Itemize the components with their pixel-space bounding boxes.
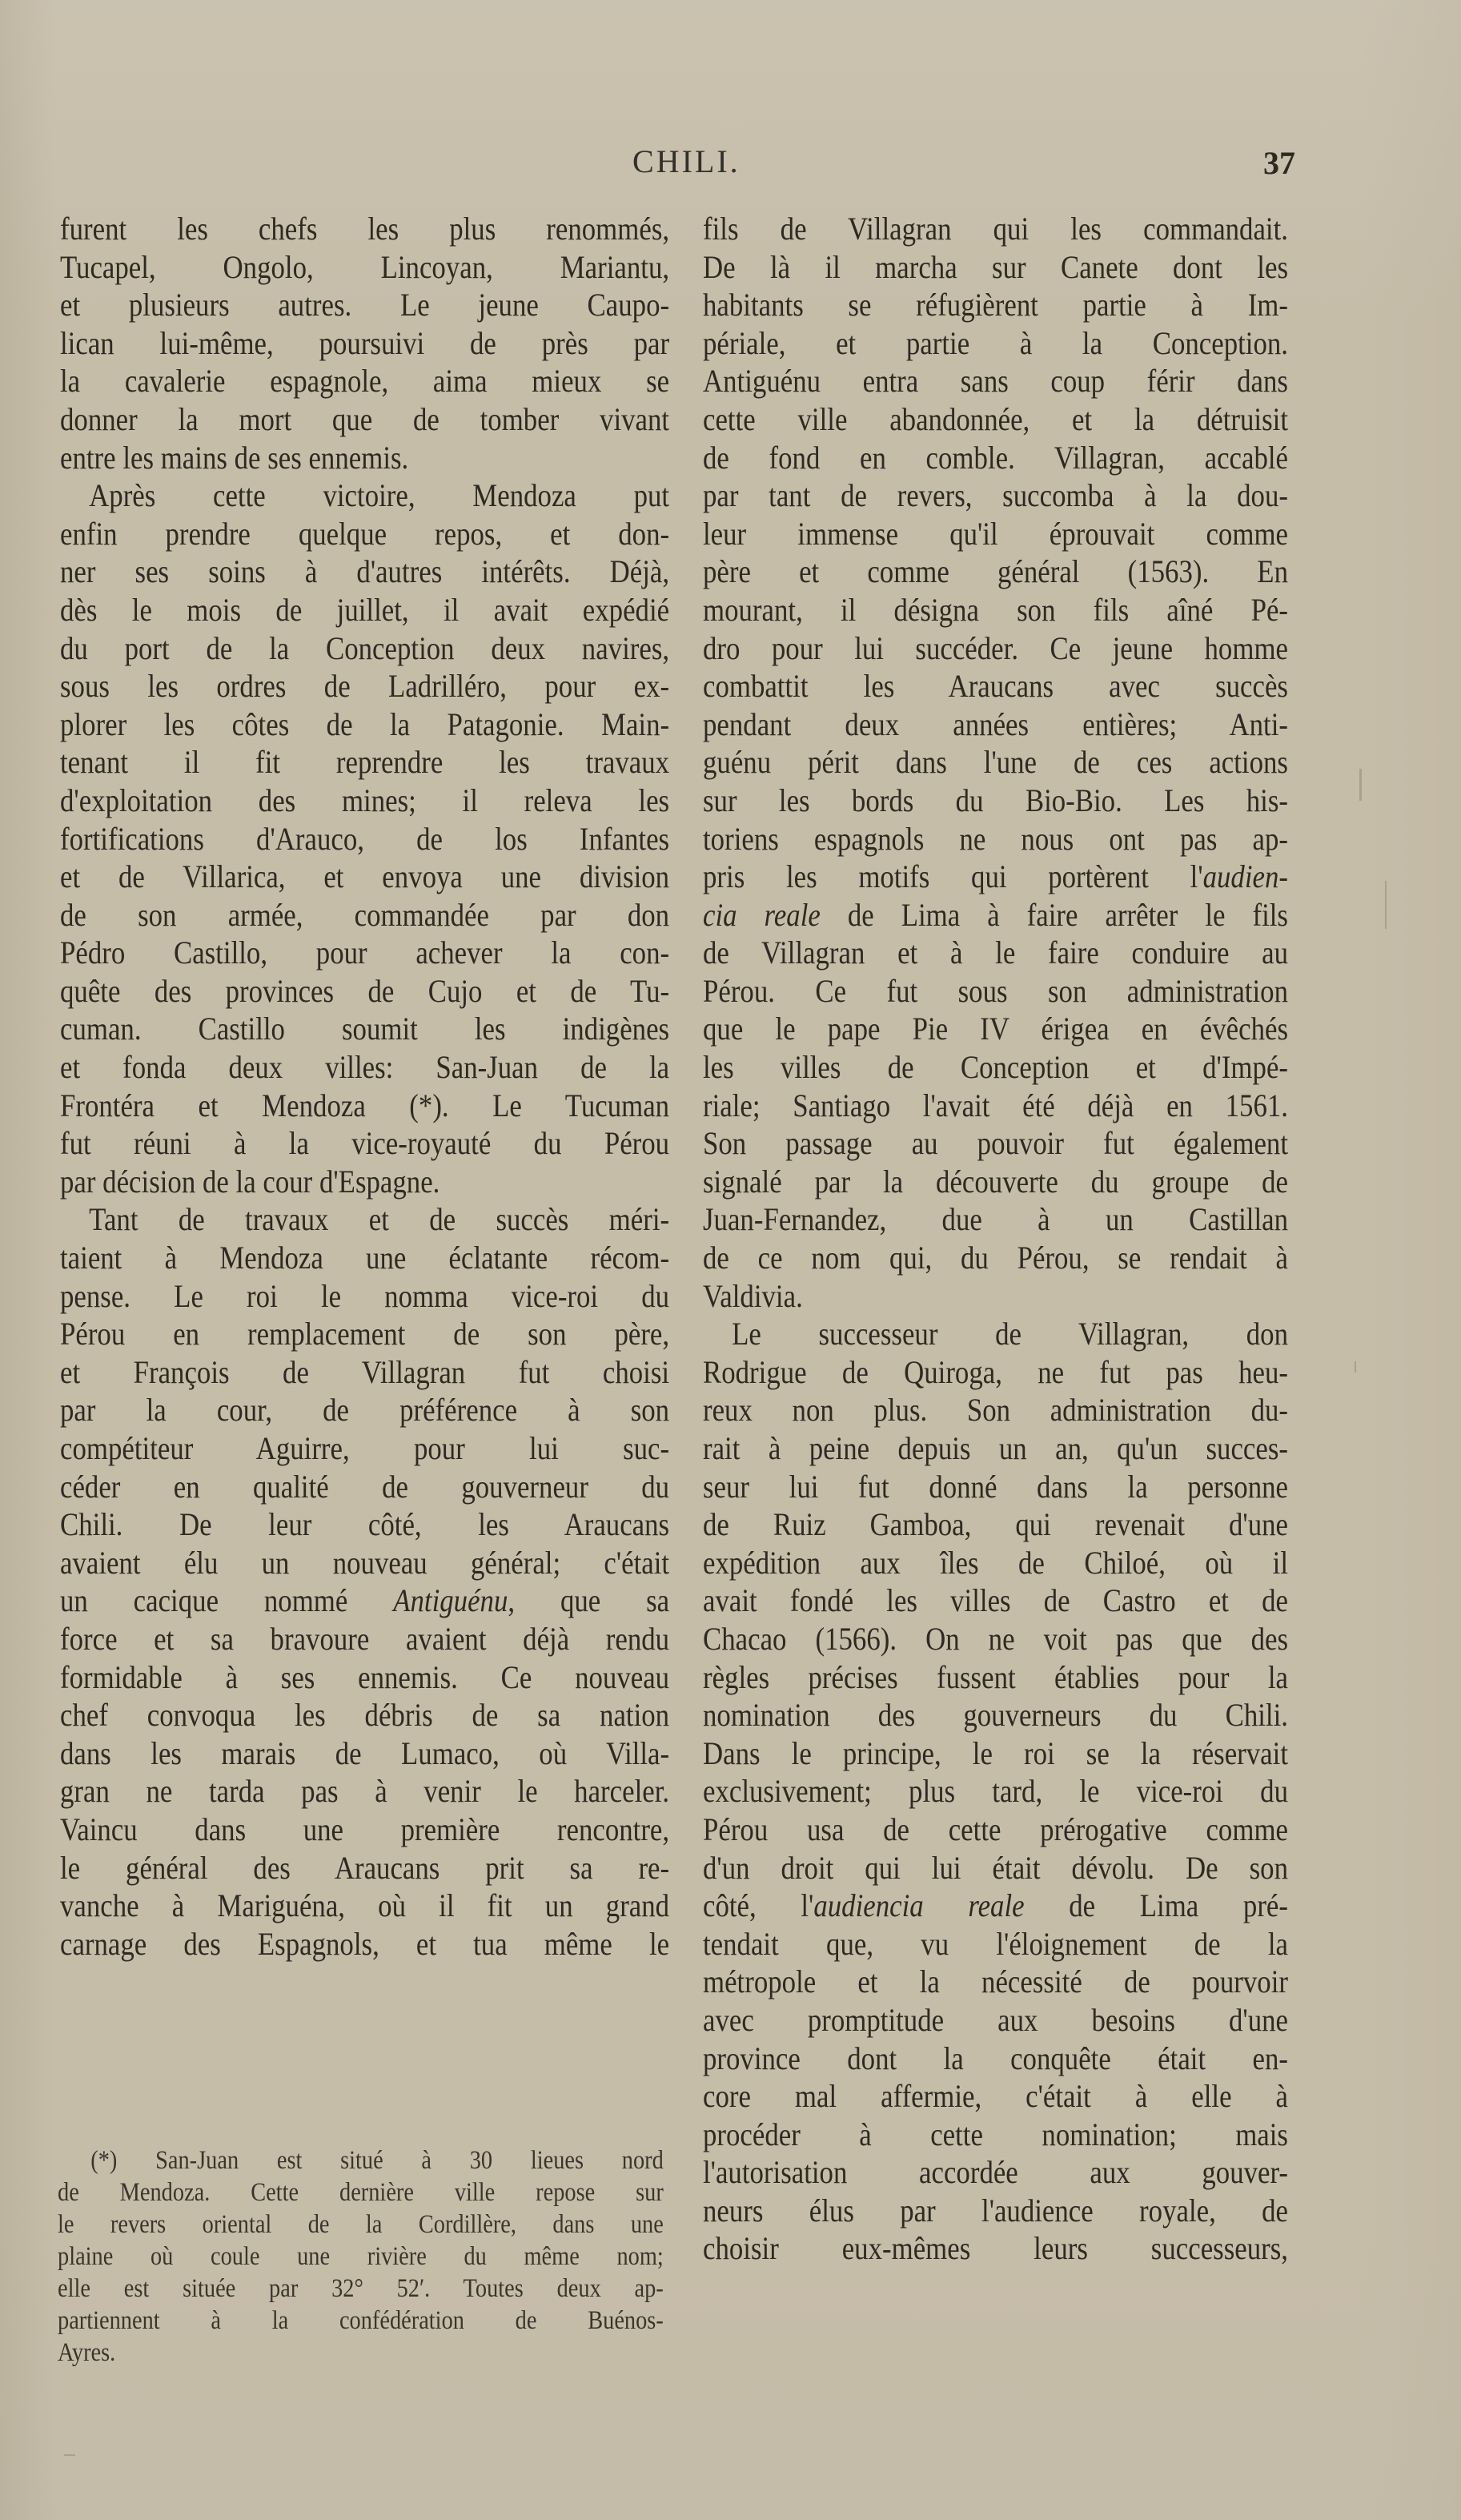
- text-line: neurs élus par l'audience royale, de: [703, 2192, 1288, 2229]
- text-line: de son armée, commandée par don: [60, 896, 670, 933]
- text-line: dans les marais de Lumaco, où Villa-: [60, 1734, 670, 1771]
- text-line: De là il marcha sur Canete dont les: [703, 248, 1288, 285]
- text-line: procéder à cette nomination; mais: [703, 2116, 1288, 2152]
- footnote-line: plaine où coule une rivière du même nom;: [58, 2242, 664, 2271]
- text-line: règles précises fussent établies pour la: [703, 1658, 1288, 1695]
- text-line: choisir eux-mêmes leurs successeurs,: [703, 2230, 1288, 2267]
- italic-term: audiencia reale: [813, 1887, 1025, 1924]
- text-line: et François de Villagran fut choisi: [60, 1353, 670, 1390]
- footnote-line: (*) San-Juan est situé à 30 lieues nord: [90, 2146, 664, 2175]
- text-line-with-italic: [60, 1582, 669, 1620]
- paper-speck: [1385, 881, 1387, 929]
- text-run: , que sa: [508, 1582, 670, 1619]
- text-line: guénu périt dans l'une de ces actions: [703, 744, 1288, 781]
- text-line: Vaincu dans une première rencontre,: [60, 1811, 670, 1847]
- text-line: signalé par la découverte du groupe de: [703, 1163, 1288, 1200]
- text-line: les villes de Conception et d'Impé-: [703, 1049, 1288, 1086]
- text-line: d'exploitation des mines; il releva les: [60, 782, 670, 818]
- text-line: par la cour, de préférence à son: [60, 1392, 670, 1429]
- running-title: CHILI.: [632, 143, 741, 179]
- text-line: que le pape Pie IV érigea en évêchés: [703, 1011, 1288, 1047]
- text-line: cette ville abandonnée, et la détruisit: [703, 400, 1288, 437]
- text-line: céder en qualité de gouverneur du: [60, 1468, 670, 1505]
- text-line: pendant deux années entières; Anti-: [703, 705, 1288, 742]
- text-line: Dans le principe, le roi se la réservait: [703, 1734, 1288, 1771]
- text-line: province dont la conquête était en-: [703, 2040, 1288, 2076]
- text-line: combattit les Araucans avec succès: [703, 668, 1288, 705]
- text-line: sous les ordres de Ladrilléro, pour ex-: [60, 668, 670, 705]
- text-line: compétiteur Aguirre, pour lui suc-: [60, 1430, 670, 1466]
- text-line: chef convoqua les débris de sa nation: [60, 1697, 670, 1734]
- text-line: taient à Mendoza une éclatante récom-: [60, 1240, 670, 1276]
- text-line: vanche à Mariguéna, où il fit un grand: [60, 1887, 670, 1924]
- text-line: quête des provinces de Cujo et de Tu-: [60, 972, 670, 1009]
- text-line: Rodrigue de Quiroga, ne fut pas heu-: [703, 1353, 1288, 1390]
- text-line: Chili. De leur côté, les Araucans: [60, 1506, 670, 1543]
- text-line: reux non plus. Son administration du-: [703, 1392, 1288, 1429]
- text-line: et de Villarica, et envoya une division: [60, 858, 670, 895]
- paper-speck: [1359, 769, 1362, 801]
- text-line: Pédro Castillo, pour achever la con-: [60, 934, 670, 971]
- text-line: entre les mains de ses ennemis.: [60, 439, 409, 476]
- text-line: d'un droit qui lui était dévolu. De son: [703, 1849, 1288, 1886]
- text-run: un cacique nommé: [60, 1582, 394, 1619]
- text-line: rait à peine depuis un an, qu'un succes-: [703, 1430, 1288, 1466]
- footnote-line: le revers oriental de la Cordillère, dans une: [58, 2210, 664, 2239]
- text-line: avait fondé les villes de Castro et de: [703, 1582, 1288, 1619]
- text-line: enfin prendre quelque repos, et don-: [60, 515, 670, 552]
- text-line: et plusieurs autres. Le jeune Caupo-: [60, 287, 670, 324]
- text-line: et fonda deux villes: San-Juan de la: [60, 1049, 670, 1086]
- text-line-with-italic: [703, 1887, 1288, 1925]
- text-line: Son passage au pouvoir fut également: [703, 1125, 1288, 1162]
- text-line: sur les bords du Bio-Bio. Les his-: [703, 782, 1288, 818]
- paragraph-start-line: Tant de travaux et de succès méri-: [89, 1201, 670, 1238]
- text-line: l'autorisation accordée aux gouver-: [703, 2154, 1288, 2191]
- text-line: fils de Villagran qui les commandait.: [703, 211, 1288, 247]
- text-line: Juan-Fernandez, due à un Castillan: [703, 1201, 1288, 1238]
- text-line: de Ruiz Gamboa, qui revenait d'une: [703, 1506, 1288, 1543]
- italic-term: audien-: [1202, 858, 1288, 895]
- paper-speck: [1355, 1361, 1356, 1373]
- text-line: force et sa bravoure avaient déjà rendu: [60, 1620, 670, 1657]
- text-line: Pérou en remplacement de son père,: [60, 1316, 670, 1352]
- text-line: de fond en comble. Villagran, accablé: [703, 439, 1288, 476]
- footnote-reference-line: Frontéra et Mendoza (*). Le Tucuman: [60, 1087, 670, 1123]
- footnote-line: Ayres.: [58, 2338, 116, 2367]
- text-line: mourant, il désigna son fils aîné Pé-: [703, 591, 1288, 628]
- text-line: cuman. Castillo soumit les indigènes: [60, 1011, 670, 1047]
- text-line: du port de la Conception deux navires,: [60, 629, 670, 666]
- paper-speck: [64, 2454, 75, 2456]
- text-line: formidable à ses ennemis. Ce nouveau: [60, 1658, 670, 1695]
- footnote-line: elle est située par 32° 52′. Toutes deux ap-: [58, 2274, 664, 2303]
- text-line: donner la mort que de tomber vivant: [60, 400, 670, 437]
- italic-name: Antiguénu: [393, 1582, 508, 1619]
- text-line: toriens espagnols ne nous ont pas ap-: [703, 820, 1288, 857]
- text-line: de Villagran et à le faire conduire au: [703, 934, 1288, 971]
- italic-term: cia reale: [703, 896, 821, 933]
- text-line: Chacao (1566). On ne voit pas que des: [703, 1620, 1288, 1657]
- text-line: avec promptitude aux besoins d'une: [703, 2001, 1288, 2038]
- text-line-with-italic: [703, 896, 1288, 934]
- right-column: [703, 210, 1288, 2268]
- text-line: furent les chefs les plus renommés,: [60, 211, 670, 247]
- text-line: le général des Araucans prit sa re-: [60, 1849, 670, 1886]
- text-line: gran ne tarda pas à venir le harceler.: [60, 1773, 670, 1810]
- text-line: dro pour lui succéder. Ce jeune homme: [703, 629, 1288, 666]
- text-line: tenant il fit reprendre les travaux: [60, 744, 670, 781]
- text-line: fortifications d'Arauco, de los Infantes: [60, 820, 670, 857]
- text-line: fut réuni à la vice-royauté du Pérou: [60, 1125, 670, 1162]
- footnote-line: partiennent à la confédération de Buénos-: [58, 2306, 664, 2335]
- text-run: pris les motifs qui portèrent l': [703, 858, 1203, 895]
- text-line: carnage des Espagnols, et tua même le: [60, 1925, 670, 1962]
- paragraph-start-line: Après cette victoire, Mendoza put: [89, 477, 670, 514]
- text-line: avaient élu un nouveau général; c'était: [60, 1544, 670, 1581]
- text-run: de Lima pré-: [1024, 1887, 1288, 1924]
- text-line: expédition aux îles de Chiloé, où il: [703, 1544, 1288, 1581]
- footnote: [58, 2144, 664, 2369]
- text-line: Antiguénu entra sans coup férir dans: [703, 363, 1288, 400]
- text-run: de Lima à faire arrêter le fils: [820, 896, 1288, 933]
- text-line: habitants se réfugièrent partie à Im-: [703, 287, 1288, 324]
- text-line: exclusivement; plus tard, le vice-roi du: [703, 1773, 1288, 1810]
- text-line: Valdivia.: [703, 1277, 803, 1314]
- text-line: tendait que, vu l'éloignement de la: [703, 1925, 1288, 1962]
- text-line: leur immense qu'il éprouvait comme: [703, 515, 1288, 552]
- text-line: de ce nom qui, du Pérou, se rendait à: [703, 1240, 1288, 1276]
- text-line: par tant de revers, succomba à la dou-: [703, 477, 1288, 514]
- text-run: côté, l': [703, 1887, 814, 1924]
- footnote-line: de Mendoza. Cette dernière ville repose sur: [58, 2178, 664, 2207]
- text-line: Tucapel, Ongolo, Lincoyan, Mariantu,: [60, 248, 670, 285]
- text-line: Pérou. Ce fut sous son administration: [703, 972, 1288, 1009]
- text-line-with-italic: [703, 858, 1288, 896]
- text-line: core mal affermie, c'était à elle à: [703, 2078, 1288, 2115]
- left-column: [60, 210, 669, 1963]
- text-line: lican lui-même, poursuivi de près par: [60, 324, 670, 361]
- text-line: nomination des gouverneurs du Chili.: [703, 1697, 1288, 1734]
- page-number: 37: [1263, 145, 1295, 181]
- text-line: père et comme général (1563). En: [703, 553, 1288, 590]
- text-line: pense. Le roi le nomma vice-roi du: [60, 1277, 670, 1314]
- text-line: par décision de la cour d'Espagne.: [60, 1163, 440, 1200]
- text-line: riale; Santiago l'avait été déjà en 1561.: [703, 1087, 1288, 1123]
- text-line: périale, et partie à la Conception.: [703, 324, 1288, 361]
- text-line: Pérou usa de cette prérogative comme: [703, 1811, 1288, 1847]
- paragraph-start-line: Le successeur de Villagran, don: [732, 1316, 1288, 1352]
- text-line: plorer les côtes de la Patagonie. Main-: [60, 705, 670, 742]
- text-line: la cavalerie espagnole, aima mieux se: [60, 363, 670, 400]
- text-line: ner ses soins à d'autres intérêts. Déjà,: [60, 553, 670, 590]
- text-line: métropole et la nécessité de pourvoir: [703, 1963, 1288, 2000]
- text-line: dès le mois de juillet, il avait expédié: [60, 591, 670, 628]
- text-line: seur lui fut donné dans la personne: [703, 1468, 1288, 1505]
- running-head: [0, 143, 1461, 191]
